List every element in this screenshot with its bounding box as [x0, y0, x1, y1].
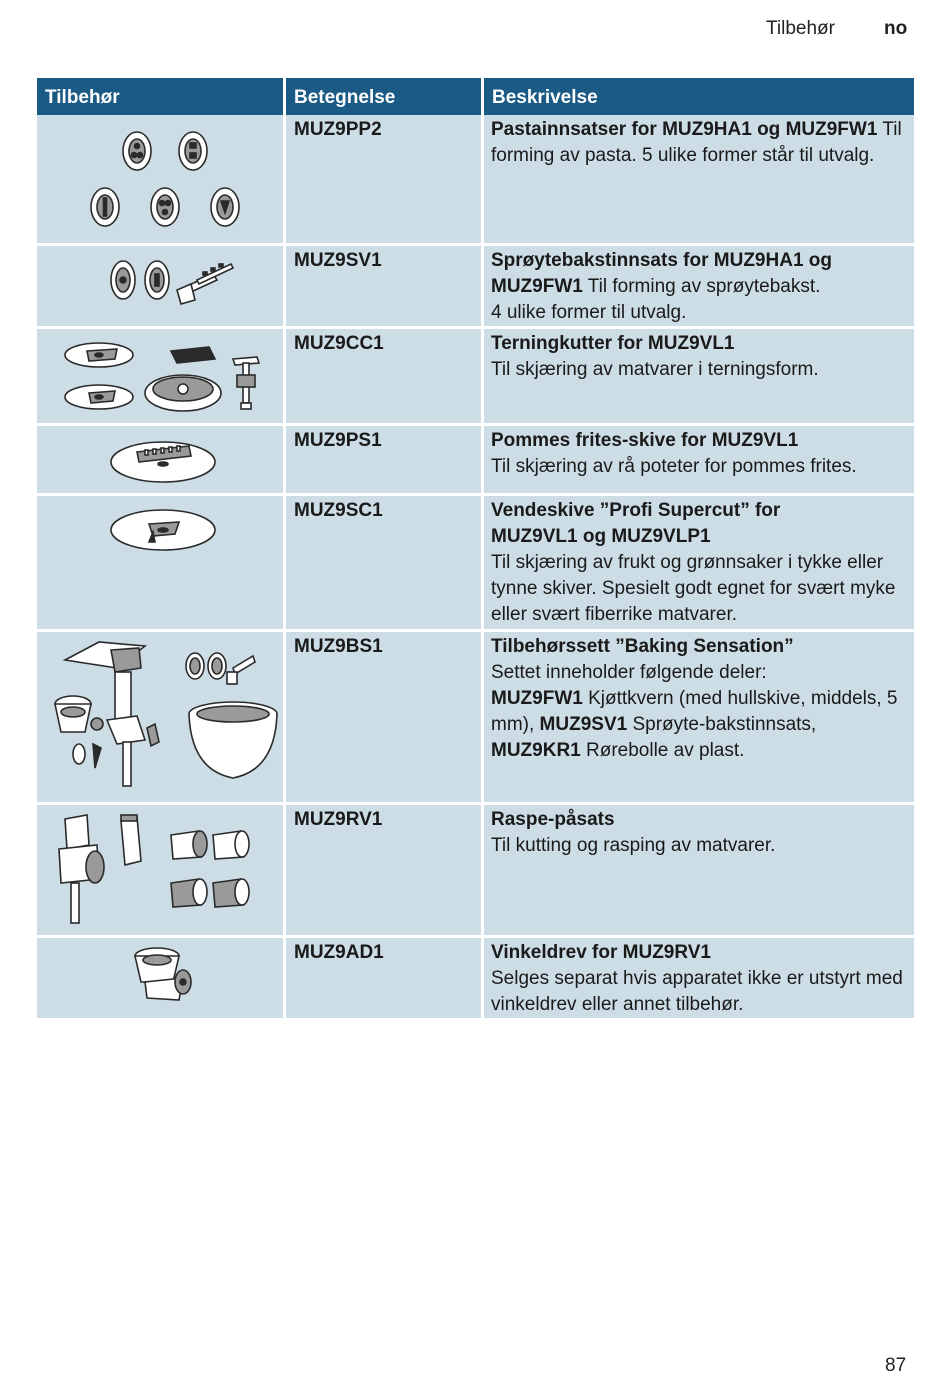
product-code: MUZ9CC1 — [283, 326, 481, 423]
description-text: Til skjæring av rå poteter for pommes frites. — [491, 456, 857, 477]
product-title: Sprøytebakstinnsats for MUZ9HA1 og — [491, 250, 832, 271]
product-code: MUZ9SC1 — [283, 493, 481, 629]
page-section-title: Tilbehør — [766, 18, 835, 39]
description-text: Sprøyte-bakstinnsats, — [627, 714, 817, 735]
table-row — [37, 493, 914, 629]
product-code: MUZ9AD1 — [283, 935, 481, 1018]
illustration-cell — [37, 243, 283, 326]
description-text: Til skjæring av frukt og grønnsaker i tykke eller tynne skiver. Spesielt godt egnet for svært myke eller svært fiberrike matvarer. — [491, 552, 896, 625]
slicing-disc-icon — [37, 496, 283, 629]
table-row — [37, 326, 914, 423]
column-header-accessory: Tilbehør — [37, 78, 283, 115]
accessories-table — [37, 78, 914, 1018]
product-description — [481, 243, 914, 326]
table-row — [37, 629, 914, 802]
angle-drive-icon — [37, 938, 283, 1017]
description-text: Til forming av sprøytebakst. — [582, 276, 821, 297]
table-row — [37, 802, 914, 935]
product-title: Raspe-påsats — [491, 809, 615, 830]
product-code: MUZ9PP2 — [283, 115, 481, 243]
illustration-cell — [37, 423, 283, 493]
chip-disc-icon — [37, 426, 283, 493]
product-code-ref: MUZ9SV1 — [539, 714, 628, 735]
table-header-row — [37, 78, 914, 115]
table-row — [37, 935, 914, 1018]
product-code: MUZ9BS1 — [283, 629, 481, 802]
description-text: Rørebolle av plast. — [580, 740, 745, 761]
dicing-cutter-icon — [37, 329, 283, 423]
baking-set-icon — [37, 632, 283, 802]
product-title: Vinkeldrev for MUZ9RV1 — [491, 942, 711, 963]
product-code: MUZ9RV1 — [283, 802, 481, 935]
product-description — [481, 802, 914, 935]
product-title: Pastainnsatser for MUZ9HA1 og — [491, 119, 781, 140]
product-code: MUZ9PS1 — [283, 423, 481, 493]
cookie-press-attachment-icon — [37, 246, 283, 324]
description-text: Til kutting og rasping av matvarer. — [491, 835, 776, 856]
illustration-cell — [37, 802, 283, 935]
table-row — [37, 423, 914, 493]
illustration-cell — [37, 115, 283, 243]
product-title: MUZ9VL1 og MUZ9VLP1 — [491, 526, 711, 547]
product-code-ref: MUZ9FW1 — [491, 688, 583, 709]
product-title: Tilbehørssett ”Baking Sensation” — [491, 636, 794, 657]
pasta-discs-icon — [37, 115, 283, 243]
grater-attachment-icon — [37, 805, 283, 935]
column-header-designation: Betegnelse — [283, 78, 481, 115]
description-text: Kjøttkvern (med hullskive, middels, 5 mm), — [491, 688, 898, 735]
product-description — [481, 629, 914, 802]
illustration-cell — [37, 326, 283, 423]
illustration-cell — [37, 629, 283, 802]
table-row — [37, 115, 914, 243]
description-text: Settet inneholder følgende deler: — [491, 662, 767, 683]
product-description — [481, 115, 914, 243]
product-code-ref: MUZ9FW1 — [491, 276, 583, 297]
language-code: no — [884, 18, 908, 39]
product-title: Terningkutter for MUZ9VL1 — [491, 333, 735, 354]
product-description — [481, 326, 914, 423]
illustration-cell — [37, 493, 283, 629]
description-text: Selges separat hvis apparatet ikke er utstyrt med vinkeldrev eller annet tilbehør. — [491, 968, 903, 1015]
description-text: Til skjæring av matvarer i terningsform. — [491, 359, 819, 380]
description-text: 4 ulike former til utvalg. — [491, 302, 687, 323]
product-code: MUZ9SV1 — [283, 243, 481, 326]
product-title: Pommes frites-skive for MUZ9VL1 — [491, 430, 799, 451]
description-text: Til forming av pasta. 5 ulike former står til utvalg. — [491, 119, 902, 166]
product-description — [481, 935, 914, 1018]
table-row — [37, 243, 914, 326]
product-description — [481, 423, 914, 493]
page-number: 87 — [885, 1355, 907, 1376]
product-code-ref: MUZ9FW1 — [785, 119, 878, 140]
product-code-ref: MUZ9KR1 — [491, 740, 581, 761]
product-description — [481, 493, 914, 629]
column-header-description: Beskrivelse — [481, 78, 914, 115]
illustration-cell — [37, 935, 283, 1018]
product-title: Vendeskive ”Profi Supercut” for — [491, 500, 781, 521]
